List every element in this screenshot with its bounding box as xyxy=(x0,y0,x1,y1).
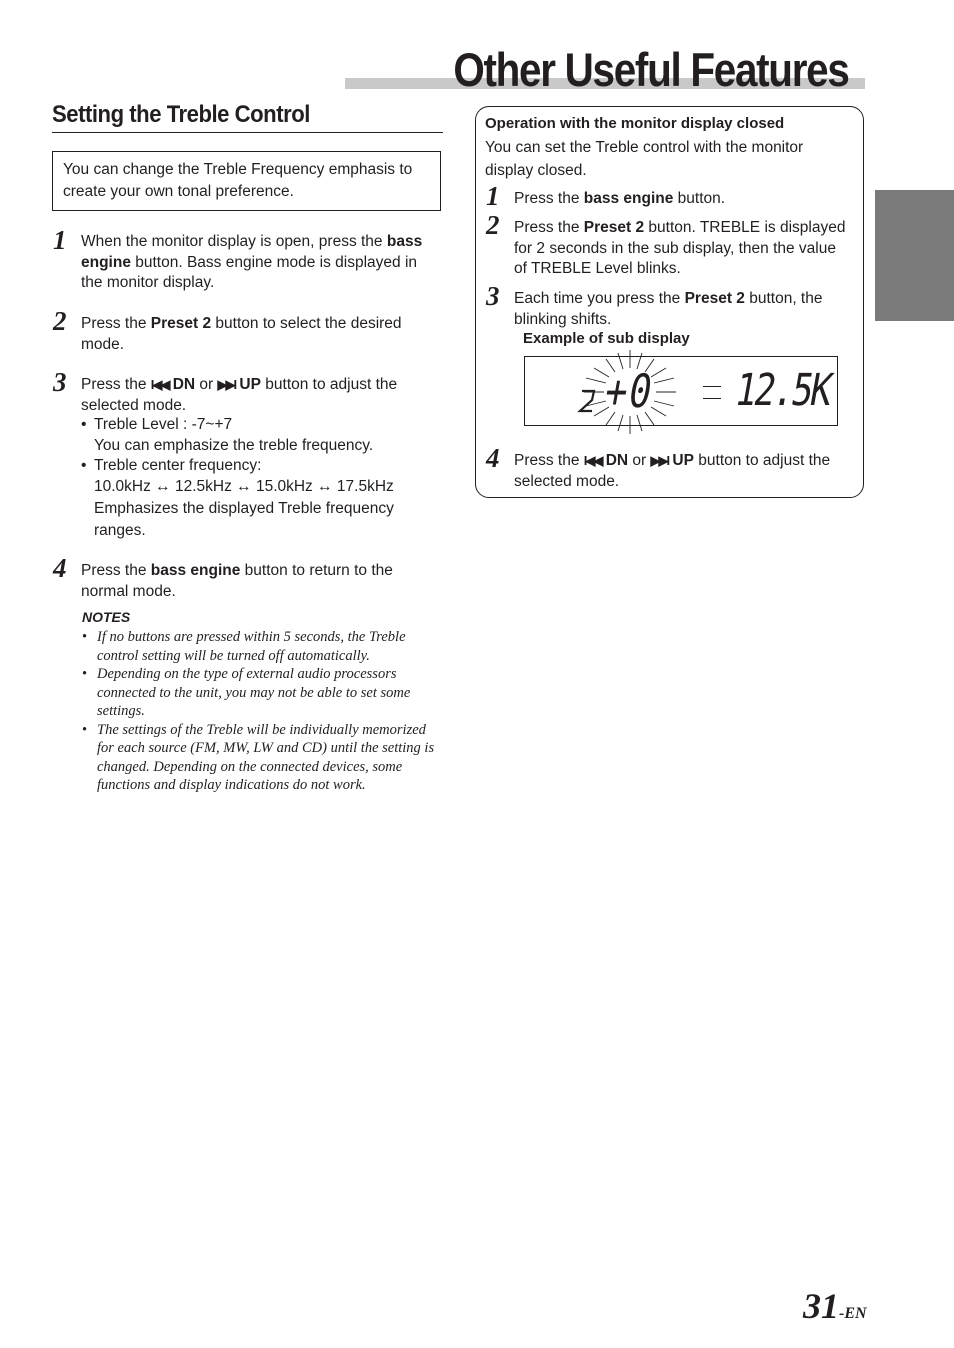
step-number: 3 xyxy=(53,367,67,397)
page-title: Other Useful Features xyxy=(453,43,849,96)
note-item: • If no buttons are pressed within 5 seconds, the Treble control setting will be turned off automatically. xyxy=(82,628,442,665)
step-text: Press the bass engine button. xyxy=(514,190,726,207)
note-item: • The settings of the Treble will be individually memorized for each source (FM, MW, LW and CD) until the setting is changed. Depending on the connected devices, some functions and display indications do not work. xyxy=(82,721,442,795)
step-text: Press the I◀◀ DN or ▶▶I UP button to adjust the selected mode. xyxy=(81,376,398,414)
step-number: 3 xyxy=(486,281,500,311)
step-text: Press the Preset 2 button. TREBLE is displayed for 2 seconds in the sub display, then the value of TREBLE Level blinks. xyxy=(514,219,846,277)
treble-level-detail: Treble Level : -7~+7 You can emphasize the treble frequency. xyxy=(94,416,374,454)
section-heading: Setting the Treble Control xyxy=(52,101,310,128)
step-text: Press the I◀◀ DN or ▶▶I UP button to adjust the selected mode. xyxy=(514,452,831,490)
side-thumb-tab xyxy=(875,190,954,321)
section-rule xyxy=(52,132,443,133)
closed-section-intro: You can set the Treble control with the monitor display closed. xyxy=(485,139,804,179)
step-number: 2 xyxy=(53,306,67,336)
bullet-icon: • xyxy=(81,457,87,474)
step-number: 1 xyxy=(53,225,67,255)
step-number: 4 xyxy=(486,443,500,473)
intro-box xyxy=(52,151,441,211)
treble-frequency-detail: Treble center frequency: 10.0kHz ↔ 12.5kHz ↔ 15.0kHz ↔ 17.5kHz Emphasizes the displayed Treble frequency ranges. xyxy=(94,457,394,539)
page-number: 31-EN xyxy=(803,1286,867,1326)
notes-list xyxy=(82,628,442,795)
display-frequency: 12.5K xyxy=(731,365,835,416)
notes-title: NOTES xyxy=(82,609,131,625)
step-number: 1 xyxy=(486,181,500,211)
next-track-icon: ▶▶I xyxy=(217,377,236,392)
step-text: Press the bass engine button to return to the normal mode. xyxy=(81,562,393,600)
closed-section-heading: Operation with the monitor display closed xyxy=(485,115,785,132)
step-number: 4 xyxy=(53,553,67,583)
next-track-icon: ▶▶I xyxy=(650,453,669,468)
step-text: Each time you press the Preset 2 button, the blinking shifts. xyxy=(514,290,823,328)
sub-display-example xyxy=(524,356,838,426)
note-item: • Depending on the type of external audio processors connected to the unit, you may not be able to set some settings. xyxy=(82,665,442,721)
prev-track-icon: I◀◀ xyxy=(150,377,169,392)
step-text: Press the Preset 2 button to select the desired mode. xyxy=(81,315,402,353)
display-separator xyxy=(703,398,721,399)
step-number: 2 xyxy=(486,210,500,240)
segment-digit-icon xyxy=(580,391,594,411)
intro-text: You can change the Treble Frequency emphasis to create your own tonal preference. xyxy=(63,161,413,200)
bullet-icon: • xyxy=(81,416,87,433)
display-separator xyxy=(703,386,721,387)
step-text: When the monitor display is open, press the bass engine button. Bass engine mode is displayed in the monitor display. xyxy=(81,233,423,291)
display-level: +0 xyxy=(600,364,658,418)
example-label: Example of sub display xyxy=(523,330,690,347)
prev-track-icon: I◀◀ xyxy=(583,453,602,468)
